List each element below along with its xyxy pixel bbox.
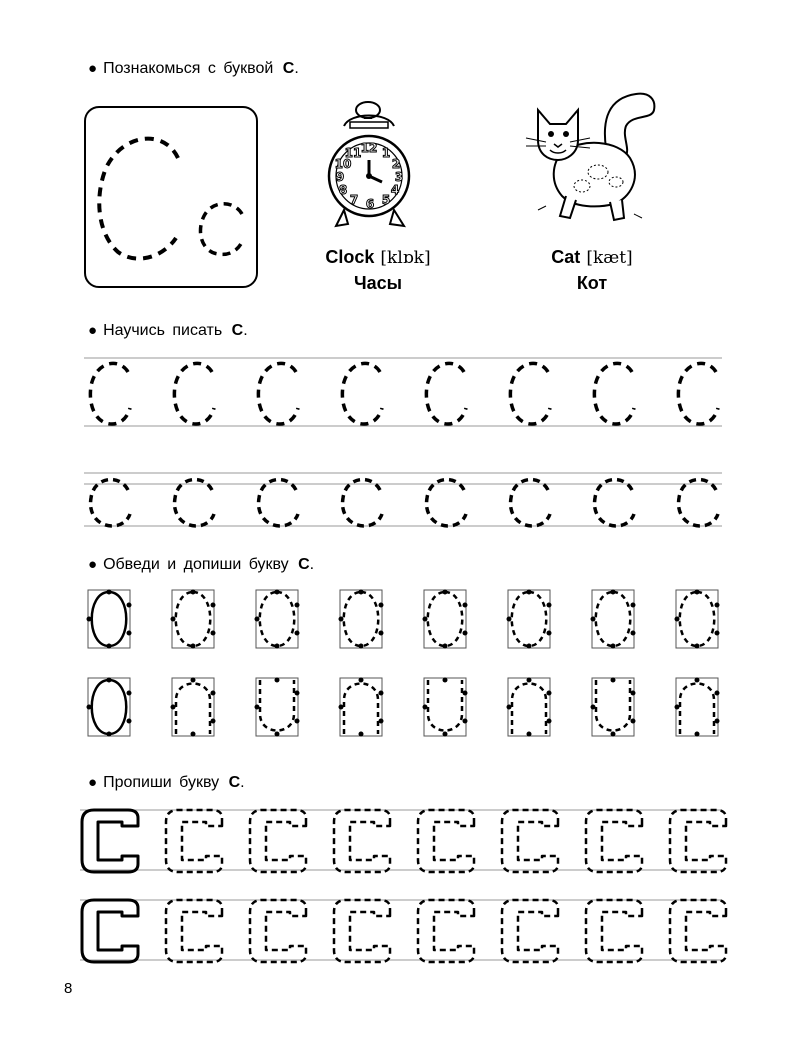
trace-dot [275,590,280,595]
trace-dot [611,644,616,649]
trace-dot [631,603,636,608]
trace-dot [339,705,344,710]
trace-dot [107,590,112,595]
write-letter: C [228,774,241,791]
trace-dot [379,719,384,724]
dashed-capital-c [342,363,382,424]
small-c-writing-line [84,470,722,530]
trace-dot [611,732,616,737]
clock-word: Clock [325,247,375,267]
trace-shape [260,680,294,731]
write-text: Пропиши букву [103,774,220,791]
trace-box [508,590,550,648]
dashed-capital-c [678,363,718,424]
trace-dot [695,732,700,737]
svg-text:1: 1 [381,146,391,160]
trace-dot [527,678,532,683]
dashed-small-c [343,480,382,526]
capital-c-writing-line [84,356,722,430]
clock-translation: Часы [353,273,403,293]
trace-dot [443,590,448,595]
trace-box [592,590,634,648]
svg-text:9: 9 [335,170,345,184]
trace-box [592,678,634,736]
trace-dot [211,719,216,724]
trace-box [676,590,718,648]
trace-dot [359,590,364,595]
trace-dot [715,631,720,636]
trace-dot [295,631,300,636]
trace-dot [715,603,720,608]
trace-dot [463,719,468,724]
write-instruction: ● Пропиши букву C. [88,774,245,791]
block-capital-c-solid [82,900,138,962]
trace-box [340,590,382,648]
svg-text:7: 7 [349,193,359,207]
trace-dot [127,691,132,696]
trace-box [424,590,466,648]
block-c-row-2 [80,894,722,968]
word-cat-english [512,247,672,268]
trace-dot [695,644,700,649]
dashed-capital-c [510,363,550,424]
trace-dot [423,617,428,622]
bullet-icon: ● [88,322,98,339]
trace-dot [631,631,636,636]
small-c-dashed [200,204,242,255]
trace-dot [631,691,636,696]
block-capital-c-solid [82,810,138,872]
trace-dot [295,719,300,724]
dashed-small-c [259,480,298,526]
trace-dot [171,705,176,710]
intro-text: Познакомься с буквой [103,60,274,77]
cat-translation: Кот [576,273,608,293]
trace-dot [423,705,428,710]
trace-dot [127,719,132,724]
trace-oval-row [84,588,724,664]
letter-card [84,106,258,288]
trace-dot [443,644,448,649]
trace-text: Обведи и допиши букву [103,556,289,573]
trace-shape [512,592,547,646]
learn-text: Научись писать [103,322,223,339]
trace-box [676,678,718,736]
trace-shape [596,680,630,731]
trace-dot [591,617,596,622]
trace-dot [127,631,132,636]
trace-dot [547,719,552,724]
trace-dot [275,732,280,737]
intro-letter: C [282,60,295,77]
block-capital-c-dashed [418,810,474,872]
trace-dot [527,644,532,649]
trace-shape [344,592,379,646]
cat-icon [518,90,668,230]
block-capital-c-dashed [418,900,474,962]
block-capital-c-dashed [502,810,558,872]
trace-dot [675,705,680,710]
dashed-capital-c [258,363,298,424]
svg-text:6: 6 [365,197,375,211]
block-capital-c-dashed [334,810,390,872]
trace-dot [107,644,112,649]
trace-dot [379,691,384,696]
trace-dot [715,691,720,696]
alarm-clock-icon [326,98,426,238]
trace-dot [611,678,616,683]
trace-dot [547,691,552,696]
trace-box [256,590,298,648]
svg-text:2: 2 [391,157,401,171]
page-number: 8 [64,980,73,997]
bullet-icon: ● [88,60,98,77]
trace-dot [547,603,552,608]
trace-dot [171,617,176,622]
trace-dot [127,603,132,608]
trace-shape [176,684,210,735]
trace-dot [631,719,636,724]
trace-dot [443,732,448,737]
block-capital-c-dashed [670,900,726,962]
learn-instruction: ● Научись писать C. [88,322,248,339]
trace-box [508,678,550,736]
word-clock-english [296,247,460,268]
trace-dot [87,705,92,710]
trace-shape [680,684,714,735]
block-capital-c-dashed [334,900,390,962]
bullet-icon: ● [88,556,98,573]
capital-c-dashed [99,139,178,259]
trace-dot [463,691,468,696]
dashed-small-c [679,480,718,526]
dashed-capital-c [174,363,214,424]
bullet-icon: ● [88,774,98,791]
trace-dot [443,678,448,683]
trace-box [424,678,466,736]
block-c-row-1 [80,804,722,878]
trace-dot [675,617,680,622]
svg-text:4: 4 [390,183,400,197]
trace-dot [695,590,700,595]
trace-shape [428,592,463,646]
trace-dot [295,691,300,696]
dashed-small-c [595,480,634,526]
cat-transcription: [kæt] [586,248,633,268]
trace-dot [463,631,468,636]
trace-dot [359,644,364,649]
trace-dot [463,603,468,608]
trace-box [172,590,214,648]
trace-dot [255,617,260,622]
block-capital-c-dashed [166,810,222,872]
learn-letter: C [231,322,244,339]
dashed-small-c [511,480,550,526]
block-capital-c-dashed [586,810,642,872]
trace-shape [92,592,127,646]
trace-dot [255,705,260,710]
trace-dot [379,631,384,636]
trace-dot [211,631,216,636]
trace-dot [507,617,512,622]
trace-dot [611,590,616,595]
trace-dot [275,678,280,683]
dashed-small-c [91,480,130,526]
block-capital-c-dashed [502,900,558,962]
svg-text:12: 12 [360,141,378,155]
trace-dot [107,732,112,737]
trace-dot [275,644,280,649]
trace-dot [527,590,532,595]
trace-box [256,678,298,736]
svg-text:3: 3 [394,170,404,184]
dashed-capital-c [426,363,466,424]
trace-dot [191,590,196,595]
trace-dot [527,732,532,737]
trace-letter: C [298,556,310,573]
cat-word: Cat [551,247,581,267]
trace-dot [695,678,700,683]
trace-box [340,678,382,736]
trace-shape [92,680,127,734]
dashed-small-c [427,480,466,526]
trace-shape [260,592,295,646]
trace-dot [211,603,216,608]
trace-shape [512,684,546,735]
block-capital-c-dashed [670,810,726,872]
trace-box [172,678,214,736]
block-capital-c-dashed [166,900,222,962]
trace-shape [680,592,715,646]
trace-shape [428,680,462,731]
dashed-capital-c [90,363,130,424]
trace-dot [107,678,112,683]
trace-shape [176,592,211,646]
block-capital-c-dashed [586,900,642,962]
trace-dot [715,719,720,724]
clock-transcription: [klɒk] [380,248,431,268]
trace-dot [191,732,196,737]
trace-instruction: ● Обведи и допиши букву C. [88,556,315,573]
trace-dot [295,603,300,608]
trace-box [88,678,130,736]
svg-text:8: 8 [338,183,348,197]
trace-dot [191,678,196,683]
intro-instruction: ● Познакомься с буквой C. [88,60,299,77]
trace-dot [359,678,364,683]
trace-dot [379,603,384,608]
block-capital-c-dashed [250,810,306,872]
svg-text:5: 5 [381,193,391,207]
svg-text:11: 11 [344,146,362,160]
trace-dot [339,617,344,622]
trace-dot [591,705,596,710]
trace-shape [344,684,378,735]
svg-text:10: 10 [334,157,352,171]
trace-dot [87,617,92,622]
block-capital-c-dashed [250,900,306,962]
trace-dot [191,644,196,649]
dashed-small-c [175,480,214,526]
dashed-capital-c [594,363,634,424]
trace-arc-row [84,676,724,752]
trace-shape [596,592,631,646]
trace-dot [359,732,364,737]
trace-dot [547,631,552,636]
trace-dot [507,705,512,710]
trace-box [88,590,130,648]
trace-dot [211,691,216,696]
